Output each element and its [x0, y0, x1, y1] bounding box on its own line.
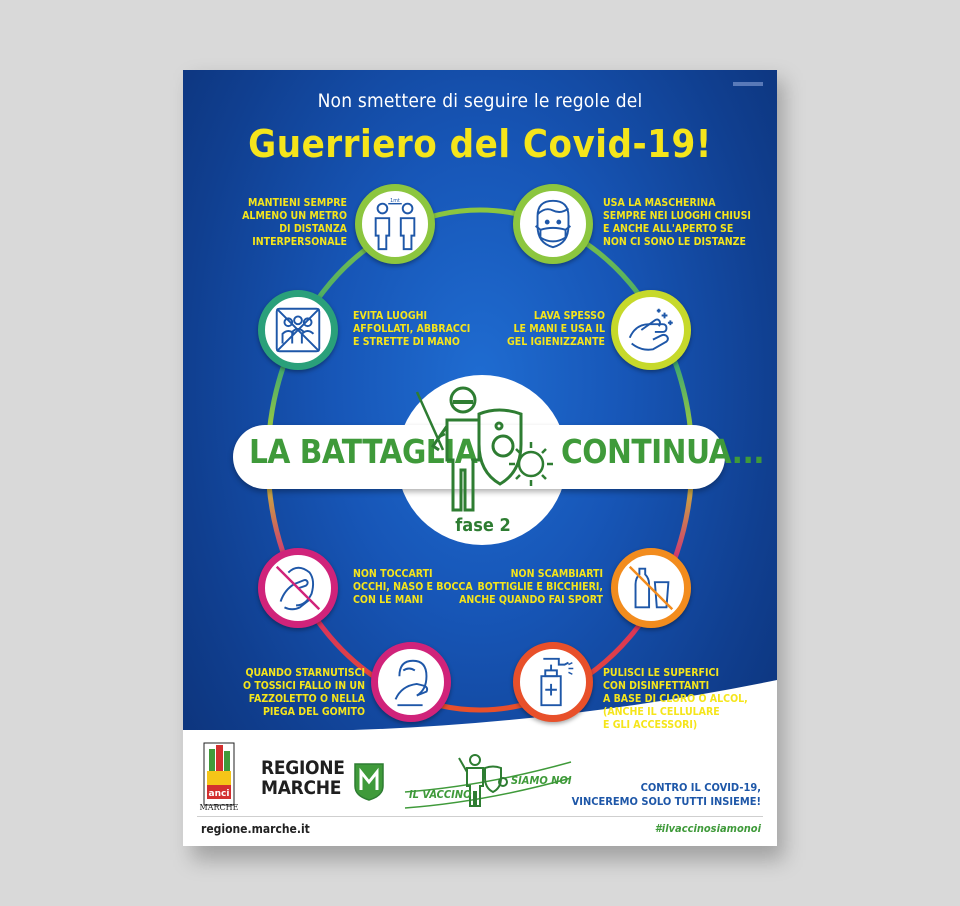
vaccino-text-right: SIAMO NOI [511, 774, 572, 787]
rule-bottles-text: NON SCAMBIARTI BOTTIGLIE E BICCHIERI, ANCHE QUANDO FAI SPORT [459, 568, 603, 606]
no-bottle-sharing-icon [622, 559, 680, 617]
battle-text-right: CONTINUA... [561, 432, 765, 471]
slogan-line2: VINCEREMO SOLO TUTTI INSIEME! [571, 795, 761, 808]
no-face-touch-icon [269, 559, 327, 617]
svg-text:anci: anci [208, 789, 230, 799]
slogan-line1: CONTRO IL COVID-19, [640, 781, 761, 794]
footer-divider [197, 816, 763, 817]
battle-text-left: LA BATTAGLIA [249, 432, 478, 471]
rule-wash-badge [611, 290, 691, 370]
rule-distance-badge [355, 184, 435, 264]
hand-wash-icon [622, 301, 680, 359]
social-distance-icon [366, 195, 424, 253]
face-mask-icon [524, 195, 582, 253]
regione-marche-emblem [351, 760, 387, 802]
rule-sneeze-text: QUANDO STARNUTISCI O TOSSICI FALLO IN UN FAZZOLETTO O NELLA PIEGA DEL GOMITO [243, 667, 365, 718]
rule-sneeze-badge [371, 642, 451, 722]
rule-mask-text: USA LA MASCHERINA SEMPRE NEI LUOGHI CHIUSI E ANCHE ALL'APERTO SE NON CI SONO LE DISTANZE [603, 197, 751, 248]
sneeze-elbow-icon [382, 653, 440, 711]
rule-surfaces-badge [513, 642, 593, 722]
anci-logo [203, 741, 235, 811]
poster-title: Guerriero del Covid-19! [248, 122, 712, 166]
regione-line2: MARCHE [261, 777, 342, 799]
covid-warrior-icon [407, 382, 567, 522]
regione-line1: REGIONE [261, 757, 345, 779]
anci-label: MARCHE [199, 803, 239, 812]
slogan [571, 781, 761, 809]
no-crowd-icon [269, 301, 327, 359]
rule-wash-text: LAVA SPESSO LE MANI E USA IL GEL IGIENIZZANTE [507, 310, 605, 348]
rule-crowds-badge [258, 290, 338, 370]
poster [183, 70, 777, 846]
hashtag: #ilvaccinosiamonoi [654, 822, 761, 835]
regione-marche-wordmark [261, 758, 345, 798]
phase-label: fase 2 [455, 515, 511, 536]
website-link[interactable]: regione.marche.it [201, 822, 310, 836]
rule-mask-badge [513, 184, 593, 264]
spray-bottle-icon [524, 653, 582, 711]
rule-surfaces-text: PULISCI LE SUPERFICI CON DISINFETTANTI A BASE DI CLORO O ALCOL, (ANCHE IL CELLULARE E GLI ACCESSORI) [603, 667, 748, 731]
svg-text:1mt: 1mt [390, 198, 400, 204]
rule-distance-text: MANTIENI SEMPRE ALMENO UN METRO DI DISTANZA INTERPERSONALE [242, 197, 347, 248]
rule-face-badge [258, 548, 338, 628]
rule-bottles-badge [611, 548, 691, 628]
rule-face-text: NON TOCCARTI OCCHI, NASO E BOCCA CON LE MANI [353, 568, 473, 606]
poster-subtitle: Non smettere di seguire le regole del [317, 90, 643, 112]
vaccino-text-left: IL VACCINO [409, 788, 472, 801]
rule-crowds-text: EVITA LUOGHI AFFOLLATI, ABBRACCI E STRETTE DI MANO [353, 310, 471, 348]
